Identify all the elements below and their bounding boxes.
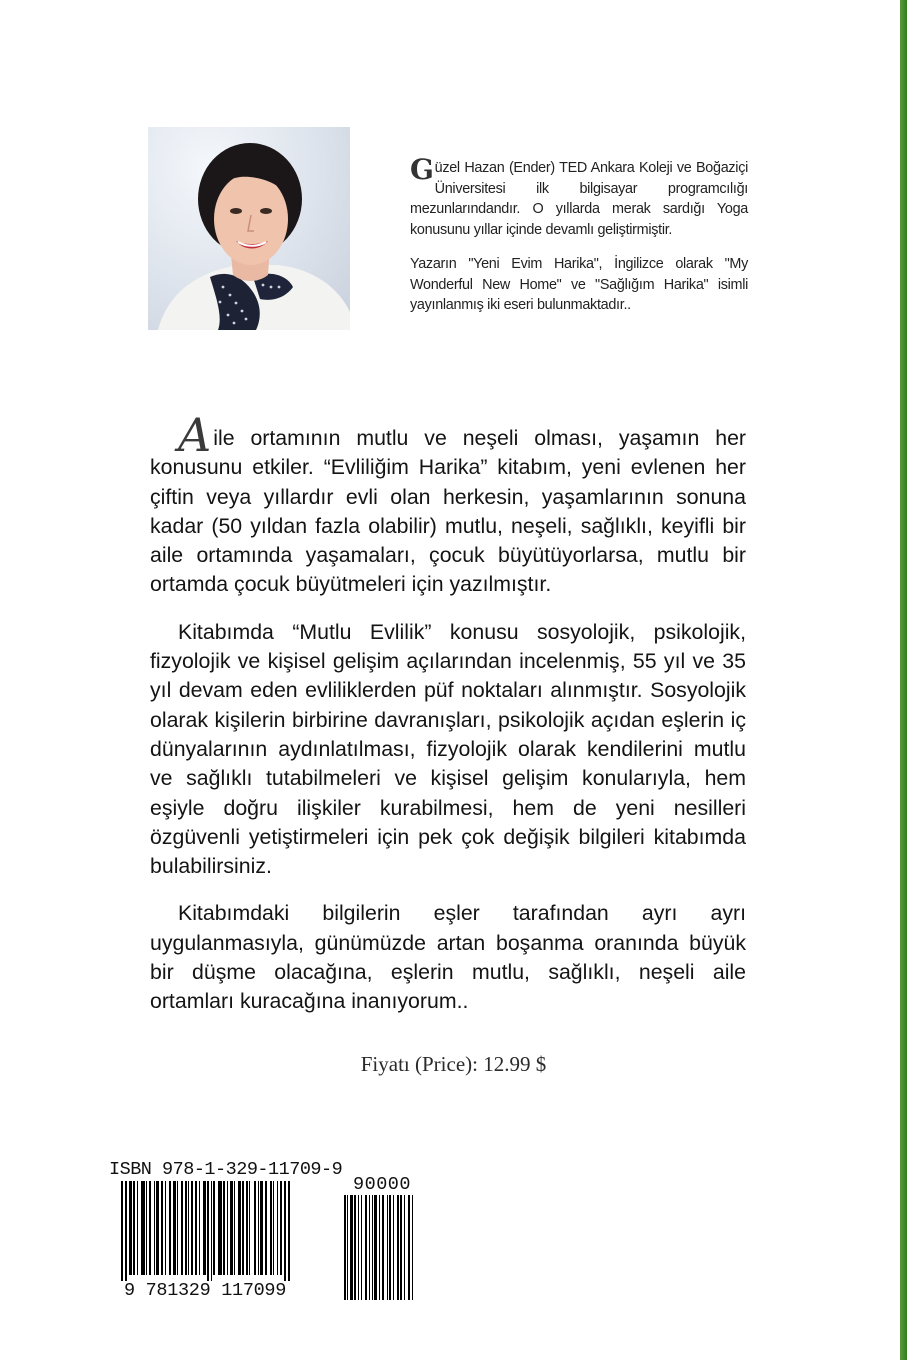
author-bio-paragraph-2: Yazarın "Yeni Evim Harika", İngilizce olarak "My Wonderful New Home" ve "Sağlığım Harika" isimli yayınlanmış iki eseri bulunmaktadır.. [410, 256, 748, 313]
barcode-bar [365, 1195, 367, 1300]
description-paragraph-3: Kitabımdaki bilgilerin eşler tarafından ayrı ayrı uygulanmasıyla, günümüzde artan boşanma oranında büyük bir düşme olacağına, eşlerin mutlu, sağlıklı, neşeli aile ortamları kuracağına inanıyorum.. [150, 901, 746, 1014]
barcode-bar [234, 1181, 235, 1275]
barcode-bar [223, 1181, 225, 1275]
barcode-bar [149, 1181, 151, 1275]
barcode-bar [369, 1195, 370, 1300]
barcode-bar [254, 1181, 256, 1275]
green-spine-edge [900, 0, 907, 1360]
author-bio-paragraph-1 [410, 153, 748, 240]
barcode-bar [213, 1181, 215, 1275]
barcode-bar [288, 1181, 290, 1281]
barcode-bar [161, 1181, 163, 1275]
price-label: Fiyatı (Price): [360, 1052, 478, 1076]
barcode-bar [265, 1181, 267, 1275]
barcode-bar [154, 1181, 155, 1275]
barcode-bar [350, 1195, 353, 1300]
barcode-bar [389, 1195, 391, 1300]
description-paragraph-1 [150, 408, 746, 600]
barcode-bar [374, 1195, 377, 1300]
barcode-bar [218, 1181, 222, 1275]
barcode-bar [379, 1195, 380, 1300]
barcode-bar [270, 1181, 272, 1275]
barcode-bar [165, 1181, 166, 1275]
barcode-bar [284, 1181, 286, 1281]
barcode-bar [141, 1181, 145, 1275]
barcode-bar [258, 1181, 259, 1275]
barcode-bar [125, 1181, 127, 1281]
description-dropcap: A [178, 408, 212, 462]
barcode-bar [397, 1195, 399, 1300]
barcode-bar [393, 1195, 394, 1300]
barcode-bar [354, 1195, 356, 1300]
description-text-1: ile ortamının mutlu ve neşeli olması, yaşamın her konusunu etkiler. “Evliliğim Harika” kitabım, yeni evlenen her çiftin veya yıllardır evli olan herkesin, yaşamlarının sonuna kadar (50 yıldan fazla olabilir) mutlu, neşeli, sağlıklı, keyifli bir aile ortamında yaşamaları, çocuk büyütüyorlarsa, mutlu bir ortamda çocuk büyütmeleri için yazılmıştır. [150, 426, 746, 597]
barcode-bar [191, 1181, 193, 1275]
book-description [150, 408, 746, 1035]
barcode-bar [280, 1181, 282, 1275]
author-portrait-illustration [148, 127, 350, 330]
barcode-bar [146, 1181, 147, 1275]
barcode-bar [400, 1195, 402, 1300]
barcode-bar [195, 1181, 197, 1275]
barcode-bar [372, 1195, 373, 1300]
addon-barcode [344, 1195, 426, 1300]
barcode-bar [199, 1181, 200, 1275]
author-bio-text-1: üzel Hazan (Ender) TED Ankara Koleji ve Boğaziçi Üniversitesi ilk bilgisayar programcılığı mezunlarındandır. O yıllarda merak sardığı Yoga konusunu yıllar içinde devamlı geliştirmiştir. [410, 160, 748, 238]
barcode-bar [173, 1181, 176, 1275]
barcode-bar [277, 1181, 278, 1275]
barcode-bar [177, 1181, 178, 1275]
ean-digits: 9 781329 117099 [124, 1280, 287, 1301]
barcode-bar [185, 1181, 187, 1275]
barcode-bar [246, 1181, 248, 1275]
barcode-bar [133, 1181, 135, 1275]
barcode-bar [382, 1195, 384, 1300]
barcode-bar [181, 1181, 183, 1275]
barcode-bar [361, 1195, 362, 1300]
barcode-bar [238, 1181, 241, 1275]
description-paragraph-2: Kitabımda “Mutlu Evlilik” konusu sosyolojik, psikolojik, fizyolojik ve kişisel gelişim açılarından incelenmiş, 55 yıl ve 35 yıl devam eden evliliklerden püf noktaları alınmıştır. Sosyolojik olarak kişilerin birbirine davranışları, psikolojik açıdan eşlerin iç dünyalarının aydınlatılması, fizyolojik olarak kendilerini mutlu ve sağlıklı tutabilmeleri ve kişisel gelişim konularıyla, hem eşiyle doğru ilişkiler kurabilmesi, hem de yeni nesilleri özgüvenli yetiştirmeleri için pek çok değişik bilgileri kitabımda bulabilirsiniz. [150, 619, 746, 879]
barcode-bar [137, 1181, 138, 1275]
price-line [0, 1052, 907, 1077]
barcode-bar [230, 1181, 233, 1275]
barcode-bar [273, 1181, 274, 1275]
ean-barcode [121, 1181, 316, 1281]
barcode-bar [358, 1195, 359, 1300]
barcode-bar [156, 1181, 159, 1275]
barcode-addon-digits: 90000 [353, 1174, 412, 1195]
barcode-bar [412, 1195, 413, 1300]
barcode-bar [408, 1195, 410, 1300]
barcode-bar [121, 1181, 123, 1281]
barcode-bar [242, 1181, 244, 1275]
barcode-bar [260, 1181, 263, 1275]
barcode-bar [387, 1195, 388, 1300]
barcode-bar [404, 1195, 405, 1300]
barcode-bar [207, 1181, 209, 1281]
barcode-bar [129, 1181, 132, 1275]
barcode-bar [188, 1181, 189, 1275]
barcode-bar [203, 1181, 206, 1275]
barcode-bar [344, 1195, 346, 1300]
isbn-text: ISBN 978-1-329-11709-9 [109, 1159, 343, 1180]
barcode-bar [169, 1181, 171, 1275]
price-value: 12.99 $ [483, 1052, 547, 1076]
barcode-bar [227, 1181, 228, 1275]
author-photo [148, 127, 350, 330]
barcode-bar [249, 1181, 250, 1275]
author-bio [410, 153, 748, 330]
bio-dropcap: G [410, 153, 434, 186]
barcode-bar [211, 1181, 212, 1281]
barcode-bar [347, 1195, 348, 1300]
